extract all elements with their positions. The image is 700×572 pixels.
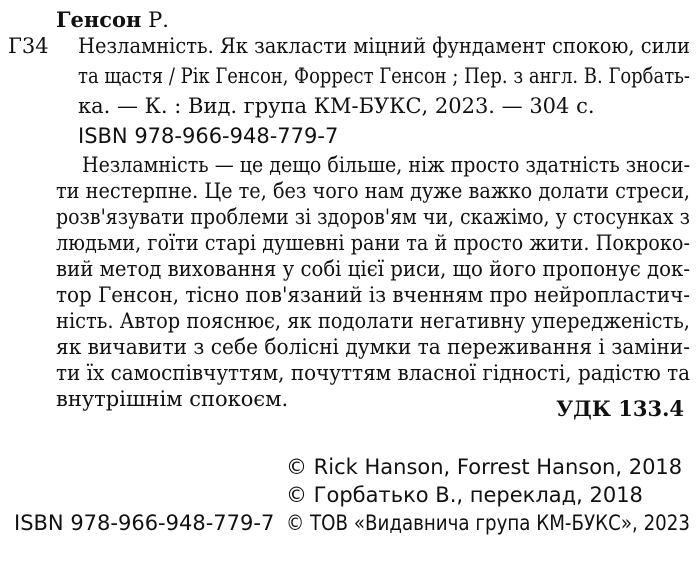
annotation-line: як вичавити з себе болісні думки та переживання і заміни- (56, 335, 691, 359)
copyright-line: © Rick Hanson, Forrest Hanson, 2018 (286, 455, 683, 479)
copyright-line: © ТОВ «Видавнича група КМ-БУКС», 2023 (286, 511, 690, 535)
annotation-line: внутрішнім спокоєм. (56, 387, 289, 411)
annotation-line: ність. Автор пояснює, як подолати негативну упередженість, (56, 309, 690, 333)
annotation-line: вий метод виховання у собі цієї риси, що його пропонує док- (56, 257, 690, 281)
annotation-line: ти їх самоспівчуттям, почуттям власної гідності, радістю та (56, 361, 691, 385)
annotation-line: ти нестерпне. Це те, без чого нам дуже важко долати стреси, (56, 179, 691, 203)
annotation-line: тор Генсон, тісно пов'язаний із вченням про нейропластич- (56, 283, 690, 307)
copyright-line: © Горбатько В., переклад, 2018 (286, 483, 643, 507)
isbn-bottom: ISBN 978-966-948-779-7 (14, 511, 275, 535)
udk-code: УДК 133.4 (556, 396, 684, 421)
bibliographic-line: та щастя / Рік Генсон, Форрест Генсон ; Пер. з англ. В. Горбать- (78, 64, 690, 88)
author-heading (56, 8, 169, 32)
author-initial: Р. (148, 8, 169, 32)
bibliographic-line: ка. — К. : Вид. група КМ-БУКС, 2023. — 304 с. (78, 94, 595, 118)
bibliographic-line: Незламність. Як закласти міцний фундамент спокою, сили (78, 34, 690, 58)
classification-code: Г34 (8, 34, 49, 58)
annotation-line: розв'язувати проблеми зі здоров'ям чи, скажімо, у стосунках з (56, 205, 690, 229)
annotation-line: людьми, гоїти старі душевні рани та й просто жити. Покроко- (56, 231, 691, 255)
author-surname: Генсон (56, 7, 142, 32)
isbn-top: ISBN 978-966-948-779-7 (78, 124, 339, 148)
annotation-line: Незламність — це дещо більше, ніж просто здатність зноси- (82, 153, 690, 177)
